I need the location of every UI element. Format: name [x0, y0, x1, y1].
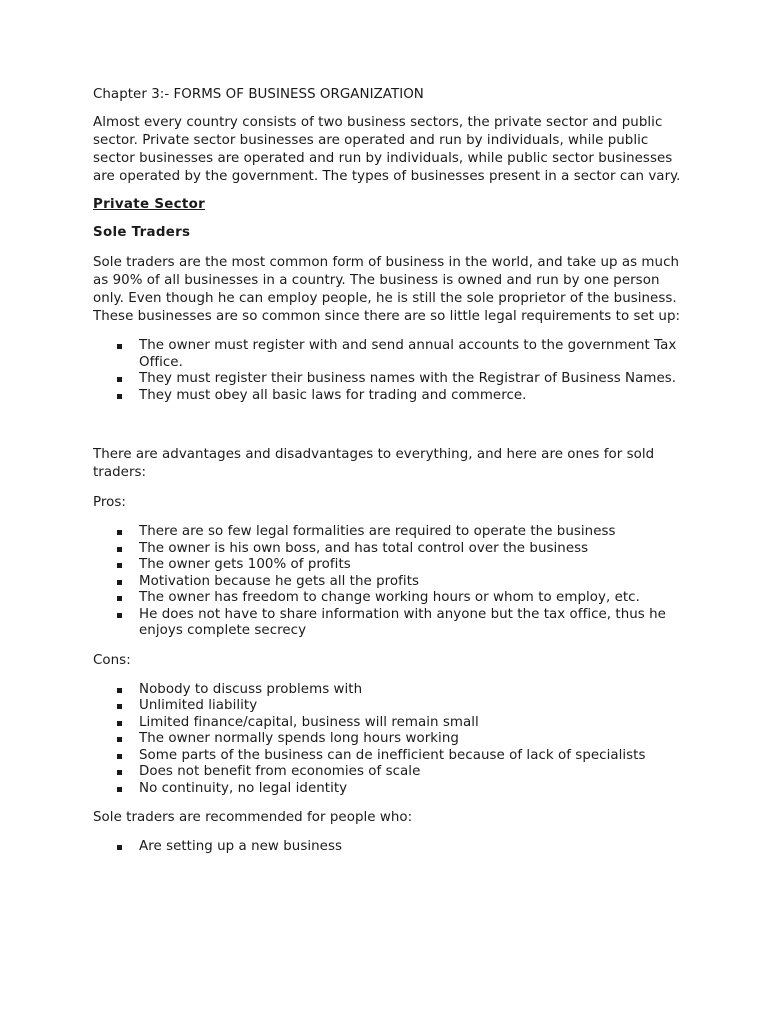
cons-label: Cons: [93, 652, 131, 668]
list-item: Motivation because he gets all the profits [93, 574, 693, 591]
pros-label: Pros: [93, 495, 126, 510]
advantages-intro: There are advantages and disadvantages to everything, and here are ones for sold traders: [93, 447, 655, 480]
list-item: Unlimited liability [93, 698, 693, 715]
list-item: Limited finance/capital, business will remain small [93, 715, 693, 732]
requirements-list [93, 338, 693, 404]
list-item: The owner must register with and send annual accounts to the government Tax Office. [93, 338, 693, 371]
intro-paragraph: Almost every country consists of two business sectors, the private sector and public sector. Private sector businesses are operated and run by individuals, while public sector businesses are operated and run by individuals, while public sector businesses are operated by the government. The types of businesses present in a sector can vary. [93, 115, 681, 184]
document-body [93, 86, 693, 856]
recommended-list [93, 839, 693, 856]
list-item: The owner normally spends long hours working [93, 731, 693, 748]
list-item: He does not have to share information with anyone but the tax office, thus he enjoys complete secrecy [93, 607, 693, 640]
list-item: They must register their business names with the Registrar of Business Names. [93, 371, 693, 388]
sole-traders-paragraph: Sole traders are the most common form of business in the world, and take up as much as 90% of all businesses in a country. The business is owned and run by one person only. Even though he can employ people, he is still the sole proprietor of the business. These businesses are so common since there are so little legal requirements to set up: [93, 255, 681, 324]
pros-list [93, 524, 693, 640]
list-item: No continuity, no legal identity [93, 781, 693, 798]
list-item: Are setting up a new business [93, 839, 693, 856]
list-item: The owner is his own boss, and has total control over the business [93, 541, 693, 558]
sole-traders-heading: Sole Traders [93, 225, 191, 240]
list-item: There are so few legal formalities are required to operate the business [93, 524, 693, 541]
cons-list [93, 682, 693, 798]
list-item: The owner gets 100% of profits [93, 557, 693, 574]
private-sector-heading: Private Sector [93, 197, 205, 212]
list-item: They must obey all basic laws for trading and commerce. [93, 388, 693, 405]
list-item: Some parts of the business can de inefficient because of lack of specialists [93, 748, 693, 765]
chapter-title: Chapter 3:- FORMS OF BUSINESS ORGANIZATION [93, 87, 424, 102]
list-item: Does not benefit from economies of scale [93, 764, 693, 781]
list-item: Nobody to discuss problems with [93, 682, 693, 699]
recommended-intro: Sole traders are recommended for people who: [93, 810, 413, 825]
list-item: The owner has freedom to change working hours or whom to employ, etc. [93, 590, 693, 607]
spacer [93, 404, 693, 446]
